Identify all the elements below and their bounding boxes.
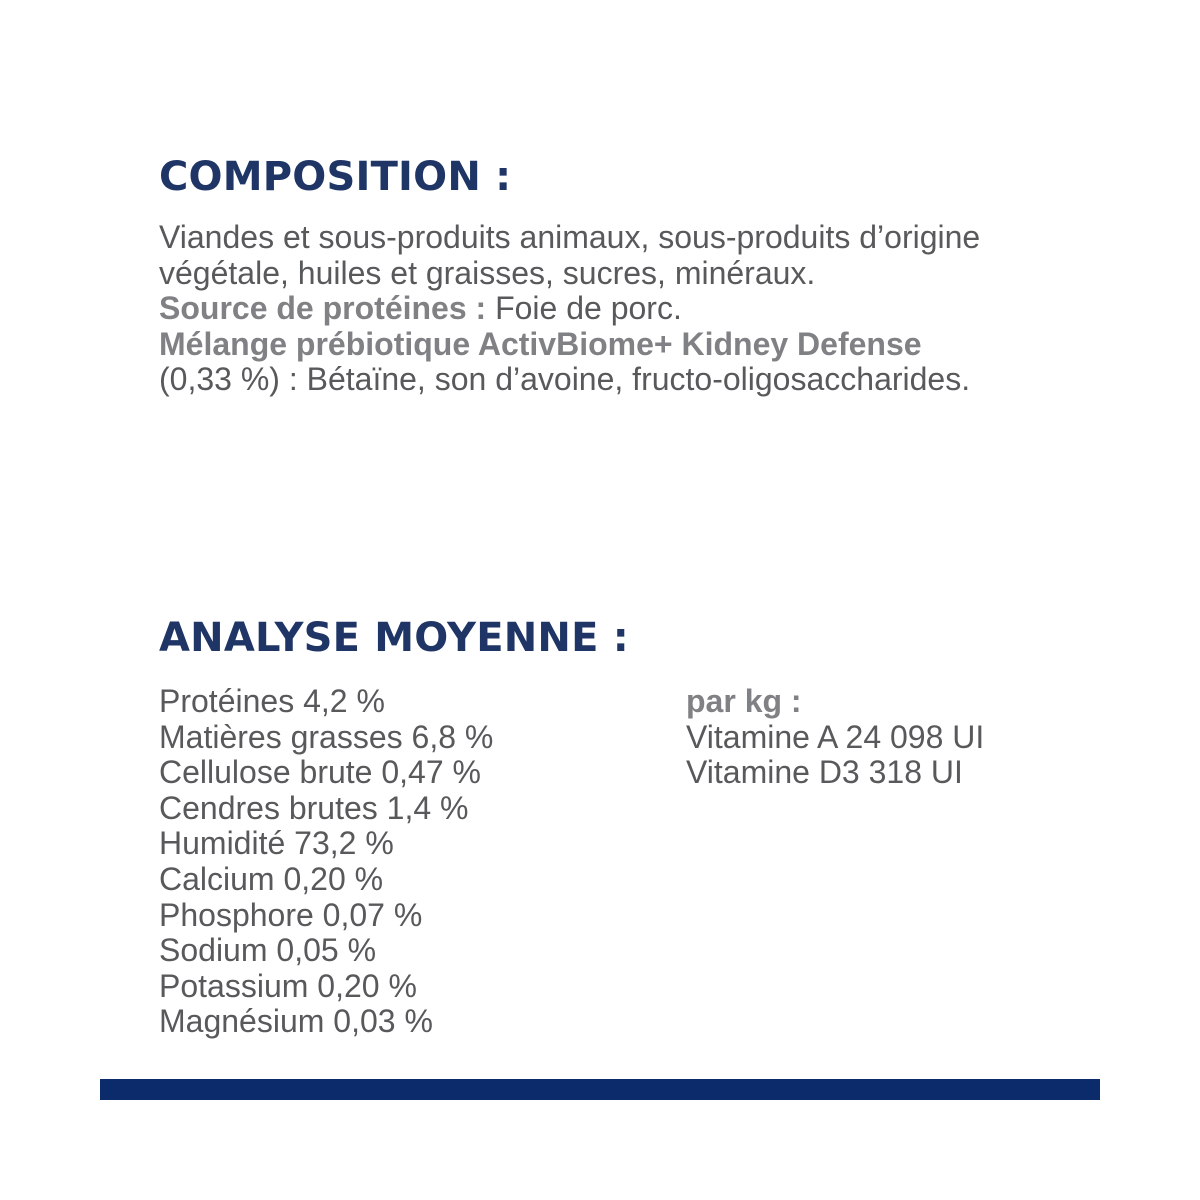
analysis-item: Potassium 0,20 % (159, 967, 417, 1004)
analysis-heading: ANALYSE MOYENNE : (159, 615, 629, 661)
analysis-item: Cendres brutes 1,4 % (159, 789, 469, 826)
vitamin-list (686, 720, 984, 791)
vitamin-item: Vitamine D3 318 UI (686, 754, 963, 791)
vitamin-item: Vitamine A 24 098 UI (686, 718, 985, 755)
analysis-item: Sodium 0,05 % (159, 932, 377, 969)
analysis-item: Humidité 73,2 % (159, 825, 394, 862)
protein-source-value: Foie de porc. (495, 290, 682, 327)
prebiotic-label-line: Mélange prébiotique ActivBiome+ Kidney Defense (159, 325, 922, 362)
analysis-item: Matières grasses 6,8 % (159, 718, 494, 755)
composition-heading: COMPOSITION : (159, 154, 512, 200)
analysis-item: Cellulose brute 0,47 % (159, 754, 481, 791)
analysis-item: Calcium 0,20 % (159, 860, 384, 897)
analysis-item: Protéines 4,2 % (159, 683, 385, 719)
bottom-accent-bar (100, 1079, 1100, 1100)
protein-source-line (159, 291, 1089, 327)
analysis-list (159, 684, 493, 1040)
composition-text (159, 220, 1089, 398)
analysis-item: Magnésium 0,03 % (159, 1003, 433, 1040)
protein-source-label: Source de protéines : (159, 290, 487, 327)
composition-ingredients: Viandes et sous-produits animaux, sous-produits d’origine végétale, huiles et graisses, sucres, minéraux. (159, 219, 981, 291)
prebiotic-value: (0,33 %) : Bétaïne, son d’avoine, fructo-oligosaccharides. (159, 361, 971, 398)
analysis-item: Phosphore 0,07 % (159, 896, 423, 933)
per-kg-label: par kg : (686, 683, 802, 719)
vitamins-per-kg (686, 684, 984, 791)
